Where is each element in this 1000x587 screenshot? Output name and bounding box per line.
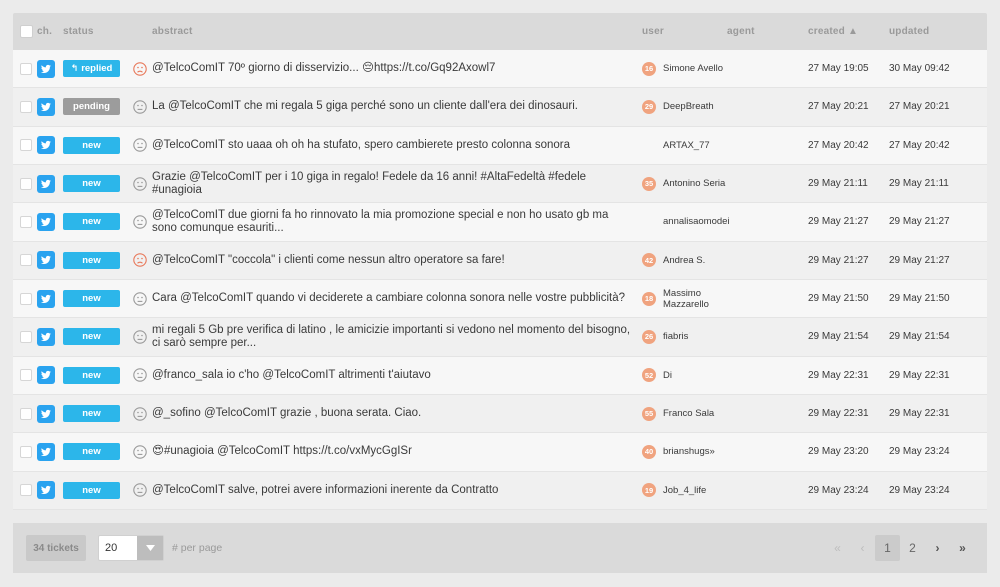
twitter-icon: [37, 98, 55, 116]
updated-date: 29 May 21:27: [889, 254, 950, 266]
user-name[interactable]: Di: [663, 369, 672, 381]
status-badge[interactable]: new: [63, 213, 120, 230]
row-checkbox[interactable]: [20, 63, 32, 75]
ticket-abstract[interactable]: @TelcoComIT 70º giorno di disservizio... 😔https://t.co/Gq92Axowl7: [152, 62, 496, 75]
ticket-abstract[interactable]: @franco_sala io c'ho @TelcoComIT altrimenti t'aiutavo: [152, 368, 431, 381]
last-page-button[interactable]: »: [959, 541, 966, 555]
created-date: 29 May 21:50: [808, 293, 869, 305]
prev-page-button[interactable]: ‹: [860, 541, 865, 555]
ticket-abstract[interactable]: @TelcoComIT "coccola" i clienti come nessun altro operatore sa fare!: [152, 253, 505, 266]
neutral-face-icon: [128, 407, 152, 421]
table-row[interactable]: [13, 318, 987, 356]
table-row[interactable]: [13, 433, 987, 471]
twitter-icon: [37, 213, 55, 231]
status-badge[interactable]: ↰ replied: [63, 60, 120, 77]
created-date: 29 May 23:24: [808, 484, 869, 496]
row-checkbox[interactable]: [20, 484, 32, 496]
next-page-button[interactable]: ›: [935, 541, 940, 555]
neutral-face-icon: [128, 368, 152, 382]
status-badge[interactable]: new: [63, 443, 120, 460]
ticket-abstract[interactable]: Cara @TelcoComIT quando vi deciderete a cambiare colonna sonora nelle vostre pubblicità?: [152, 292, 626, 305]
status-badge[interactable]: new: [63, 252, 120, 269]
user-avatar: 18: [642, 292, 656, 306]
row-checkbox[interactable]: [20, 293, 32, 305]
created-date: 29 May 23:20: [808, 446, 869, 458]
created-date: 27 May 19:05: [808, 63, 869, 75]
ticket-abstract[interactable]: @_sofino @TelcoComIT grazie , buona serata. Ciao.: [152, 407, 422, 420]
select-all-checkbox[interactable]: [20, 25, 33, 38]
row-checkbox[interactable]: [20, 216, 32, 228]
page-1-button[interactable]: 1: [875, 535, 900, 561]
table-row[interactable]: [13, 127, 987, 165]
user-avatar: [642, 138, 656, 152]
twitter-icon: [37, 405, 55, 423]
ticket-count: 34 tickets: [26, 535, 86, 561]
table-row[interactable]: [13, 357, 987, 395]
header-agent[interactable]: agent: [727, 26, 755, 37]
ticket-abstract[interactable]: @TelcoComIT due giorni fa ho rinnovato la mia promozione special e non ho usato gb ma sono comunque esauriti...: [152, 208, 609, 234]
updated-date: 29 May 21:27: [889, 216, 950, 228]
user-name[interactable]: Franco Sala: [663, 408, 715, 420]
updated-date: 29 May 21:54: [889, 331, 950, 343]
updated-date: 29 May 22:31: [889, 408, 950, 420]
header-status[interactable]: status: [63, 26, 94, 37]
status-badge[interactable]: new: [63, 290, 120, 307]
user-avatar: 40: [642, 445, 656, 459]
ticket-abstract[interactable]: mi regali 5 Gb pre verifica di latino , le amicizie importanti si vedono nel momento del bisogno, ci sarò sempre per...: [152, 323, 631, 349]
user-name[interactable]: Massimo Mazzarello: [663, 287, 709, 310]
user-avatar: 16: [642, 62, 656, 76]
neutral-face-icon: [128, 100, 152, 114]
user-avatar: 42: [642, 253, 656, 267]
user-avatar: 52: [642, 368, 656, 382]
ticket-abstract[interactable]: @TelcoComIT sto uaaa oh oh ha stufato, spero cambierete presto colonna sonora: [152, 138, 571, 151]
updated-date: 29 May 21:50: [889, 293, 950, 305]
status-badge[interactable]: new: [63, 482, 120, 499]
created-date: 29 May 21:27: [808, 216, 869, 228]
neutral-face-icon: [128, 138, 152, 152]
neutral-face-icon: [128, 330, 152, 344]
updated-date: 27 May 20:21: [889, 101, 950, 113]
neutral-face-icon: [128, 177, 152, 191]
updated-date: 29 May 21:11: [889, 178, 949, 190]
updated-date: 29 May 22:31: [889, 369, 950, 381]
row-checkbox[interactable]: [20, 408, 32, 420]
user-name[interactable]: Job_4_life: [663, 484, 707, 496]
row-checkbox[interactable]: [20, 101, 32, 113]
row-checkbox[interactable]: [20, 331, 32, 343]
created-date: 27 May 20:42: [808, 139, 869, 151]
updated-date: 29 May 23:24: [889, 446, 950, 458]
header-updated[interactable]: updated: [889, 26, 930, 37]
ticket-abstract[interactable]: @TelcoComIT salve, potrei avere informazioni inerente da Contratto: [152, 483, 499, 496]
header-created[interactable]: created ▲: [808, 26, 859, 37]
row-checkbox[interactable]: [20, 254, 32, 266]
first-page-button[interactable]: «: [834, 541, 841, 555]
table-row[interactable]: [13, 280, 987, 318]
neutral-face-icon: [128, 483, 152, 497]
table-row[interactable]: [13, 472, 987, 510]
row-checkbox[interactable]: [20, 369, 32, 381]
updated-date: 30 May 09:42: [889, 63, 950, 75]
user-name[interactable]: DeepBreath: [663, 101, 714, 113]
twitter-icon: [37, 175, 55, 193]
per-page-select[interactable]: [98, 535, 164, 561]
twitter-icon: [37, 60, 55, 78]
status-badge[interactable]: new: [63, 367, 120, 384]
twitter-icon: [37, 366, 55, 384]
status-badge[interactable]: pending: [63, 98, 120, 115]
table-header: [13, 13, 987, 50]
header-ch[interactable]: ch.: [37, 26, 53, 37]
pagination: [825, 535, 975, 561]
twitter-icon: [37, 251, 55, 269]
twitter-icon: [37, 136, 55, 154]
per-page-value[interactable]: 20: [105, 542, 118, 554]
created-date: 29 May 21:27: [808, 254, 869, 266]
twitter-icon: [37, 290, 55, 308]
chevron-down-icon[interactable]: [137, 536, 163, 560]
table-body: [13, 50, 987, 510]
sad-face-icon: [128, 253, 152, 267]
user-avatar: 29: [642, 100, 656, 114]
sad-face-icon: [128, 62, 152, 76]
user-name[interactable]: annalisaomodei: [663, 216, 730, 228]
table-row[interactable]: [13, 242, 987, 280]
created-date: 29 May 21:54: [808, 331, 869, 343]
user-name[interactable]: Andrea S.: [663, 254, 706, 266]
ticket-abstract[interactable]: Grazie @TelcoComIT per i 10 giga in regalo! Fedele da 16 anni! #AltaFedeltà #fedele #unagioia: [152, 170, 587, 196]
table-row[interactable]: [13, 50, 987, 88]
status-badge[interactable]: new: [63, 405, 120, 422]
user-avatar: [642, 215, 656, 229]
table-row[interactable]: [13, 88, 987, 126]
user-name[interactable]: fiabris: [663, 331, 689, 343]
table-row[interactable]: [13, 203, 987, 241]
page-2-button[interactable]: 2: [909, 541, 916, 555]
created-date: 29 May 21:11: [808, 178, 868, 190]
user-name[interactable]: Simone Avello: [663, 63, 724, 75]
row-checkbox[interactable]: [20, 446, 32, 458]
user-avatar: 35: [642, 177, 656, 191]
created-date: 29 May 22:31: [808, 408, 869, 420]
neutral-face-icon: [128, 215, 152, 229]
status-badge[interactable]: new: [63, 175, 120, 192]
per-page-label: # per page: [172, 542, 223, 554]
neutral-face-icon: [128, 292, 152, 306]
user-avatar: 26: [642, 330, 656, 344]
user-name[interactable]: ARTAX_77: [663, 139, 710, 151]
neutral-face-icon: [128, 445, 152, 459]
tickets-table: [13, 13, 987, 510]
updated-date: 29 May 23:24: [889, 484, 950, 496]
user-avatar: 55: [642, 407, 656, 421]
created-date: 27 May 20:21: [808, 101, 869, 113]
ticket-abstract[interactable]: La @TelcoComIT che mi regala 5 giga perché sono un cliente dall'era dei dinosauri.: [152, 100, 578, 113]
status-badge[interactable]: new: [63, 328, 120, 345]
twitter-icon: [37, 443, 55, 461]
user-avatar: 19: [642, 483, 656, 497]
table-footer: [13, 523, 987, 573]
twitter-icon: [37, 481, 55, 499]
created-date: 29 May 22:31: [808, 369, 869, 381]
status-badge[interactable]: new: [63, 137, 120, 154]
twitter-icon: [37, 328, 55, 346]
row-checkbox[interactable]: [20, 139, 32, 151]
table-row[interactable]: [13, 165, 987, 203]
user-name[interactable]: Antonino Seria: [663, 178, 726, 190]
row-checkbox[interactable]: [20, 178, 32, 190]
updated-date: 27 May 20:42: [889, 139, 950, 151]
header-abstract[interactable]: abstract: [152, 26, 193, 37]
ticket-abstract[interactable]: 😍#unagioia @TelcoComIT https://t.co/vxMycGgISr: [152, 445, 412, 458]
user-name[interactable]: brianshugs»: [663, 446, 715, 458]
table-row[interactable]: [13, 395, 987, 433]
reply-arrow-icon: ↰: [70, 63, 79, 74]
header-user[interactable]: user: [642, 26, 664, 37]
